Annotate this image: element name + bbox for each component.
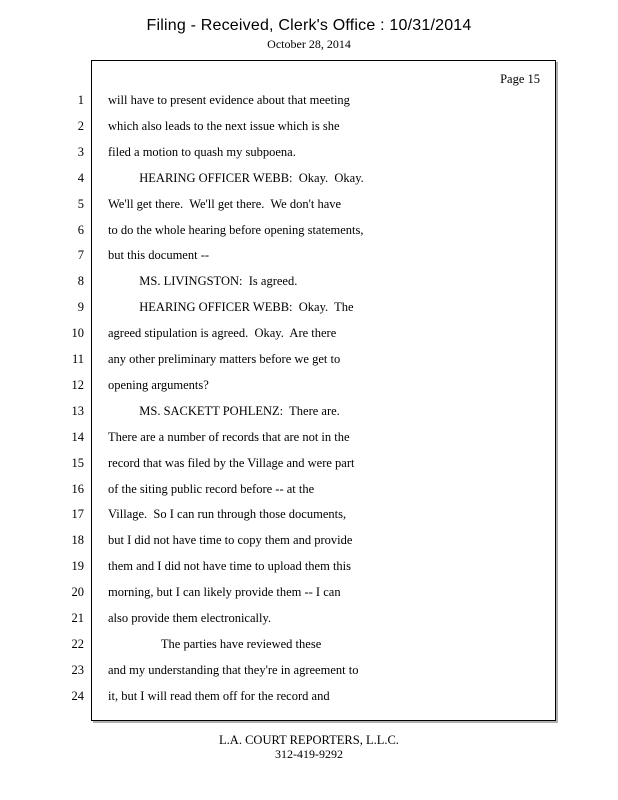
line-number: 22 (71, 636, 84, 651)
line-text: to do the whole hearing before opening statements, (108, 222, 364, 237)
line-text: which also leads to the next issue which is she (108, 118, 340, 133)
line-text: them and I did not have time to upload them this (108, 559, 352, 574)
line-number: 7 (77, 248, 84, 263)
transcript-line (0, 274, 618, 300)
line-number: 4 (77, 170, 84, 185)
line-number: 5 (77, 196, 84, 211)
line-number: 15 (71, 455, 84, 470)
transcript-line (0, 507, 618, 533)
transcript-line (0, 352, 618, 378)
line-text: filed a motion to quash my subpoena. (108, 144, 296, 159)
hearing-date: October 28, 2014 (267, 37, 351, 51)
line-text: opening arguments? (108, 377, 209, 392)
transcript-line (0, 248, 618, 274)
line-number: 14 (71, 429, 84, 444)
line-text: of the siting public record before -- at the (108, 481, 315, 496)
line-number: 10 (71, 326, 84, 341)
transcript-line (0, 559, 618, 585)
transcript-line (0, 637, 618, 663)
transcript-line (0, 300, 618, 326)
transcript-line (0, 93, 618, 119)
line-number: 11 (71, 352, 84, 366)
line-text: MS. LIVINGSTON: Is agreed. (108, 274, 298, 289)
line-text: also provide them electronically. (108, 611, 272, 625)
line-text: record that was filed by the Village and were part (108, 455, 355, 470)
line-number: 8 (77, 274, 84, 289)
line-text: any other preliminary matters before we get to (108, 352, 341, 366)
line-text: and my understanding that they're in agreement to (108, 662, 359, 677)
transcript-line (0, 171, 618, 197)
transcript-line (0, 533, 618, 559)
transcript-line (0, 378, 618, 404)
line-number: 18 (71, 533, 84, 548)
transcript-line (0, 119, 618, 145)
line-number: 3 (77, 144, 84, 159)
line-text: will have to present evidence about that meeting (108, 93, 350, 107)
line-text: but this document -- (108, 248, 210, 263)
line-text: HEARING OFFICER WEBB: Okay. The (108, 300, 354, 315)
transcript-line (0, 404, 618, 430)
line-number: 19 (71, 559, 84, 574)
transcript-line (0, 663, 618, 689)
line-number: 20 (71, 585, 84, 600)
line-number: 23 (71, 662, 84, 677)
line-text: morning, but I can likely provide them -- I can (108, 585, 341, 600)
line-text: it, but I will read them off for the record and (108, 688, 330, 703)
transcript-line (0, 326, 618, 352)
line-number: 24 (71, 688, 84, 703)
reporter-phone: 312-419-9292 (275, 747, 343, 761)
line-number: 1 (77, 93, 84, 107)
line-number: 2 (77, 118, 84, 133)
line-number: 13 (71, 403, 84, 418)
transcript-line (0, 197, 618, 223)
line-number: 12 (71, 377, 84, 392)
transcript-line (0, 223, 618, 249)
line-text: MS. SACKETT POHLENZ: There are. (108, 403, 340, 418)
line-text: HEARING OFFICER WEBB: Okay. Okay. (108, 170, 364, 185)
transcript-line (0, 145, 618, 171)
line-text: but I did not have time to copy them and provide (108, 533, 353, 548)
line-text: agreed stipulation is agreed. Okay. Are there (108, 326, 337, 341)
page-number: Page 15 (500, 72, 540, 86)
line-text: The parties have reviewed these (108, 636, 322, 651)
transcript-line (0, 430, 618, 456)
line-number: 6 (77, 222, 84, 237)
line-number: 16 (71, 481, 84, 496)
line-text: We'll get there. We'll get there. We don't have (108, 196, 342, 211)
line-number: 17 (71, 507, 84, 522)
filing-stamp: Filing - Received, Clerk's Office : 10/31/2014 (146, 17, 472, 34)
reporter-company: L.A. COURT REPORTERS, L.L.C. (219, 733, 399, 747)
transcript-line (0, 611, 618, 637)
line-text: Village. So I can run through those documents, (108, 507, 347, 522)
transcript-line (0, 585, 618, 611)
transcript-line (0, 689, 618, 715)
transcript-line (0, 456, 618, 482)
transcript-line (0, 482, 618, 508)
line-number: 21 (71, 611, 84, 625)
line-number: 9 (77, 300, 84, 315)
line-text: There are a number of records that are not in the (108, 429, 350, 444)
